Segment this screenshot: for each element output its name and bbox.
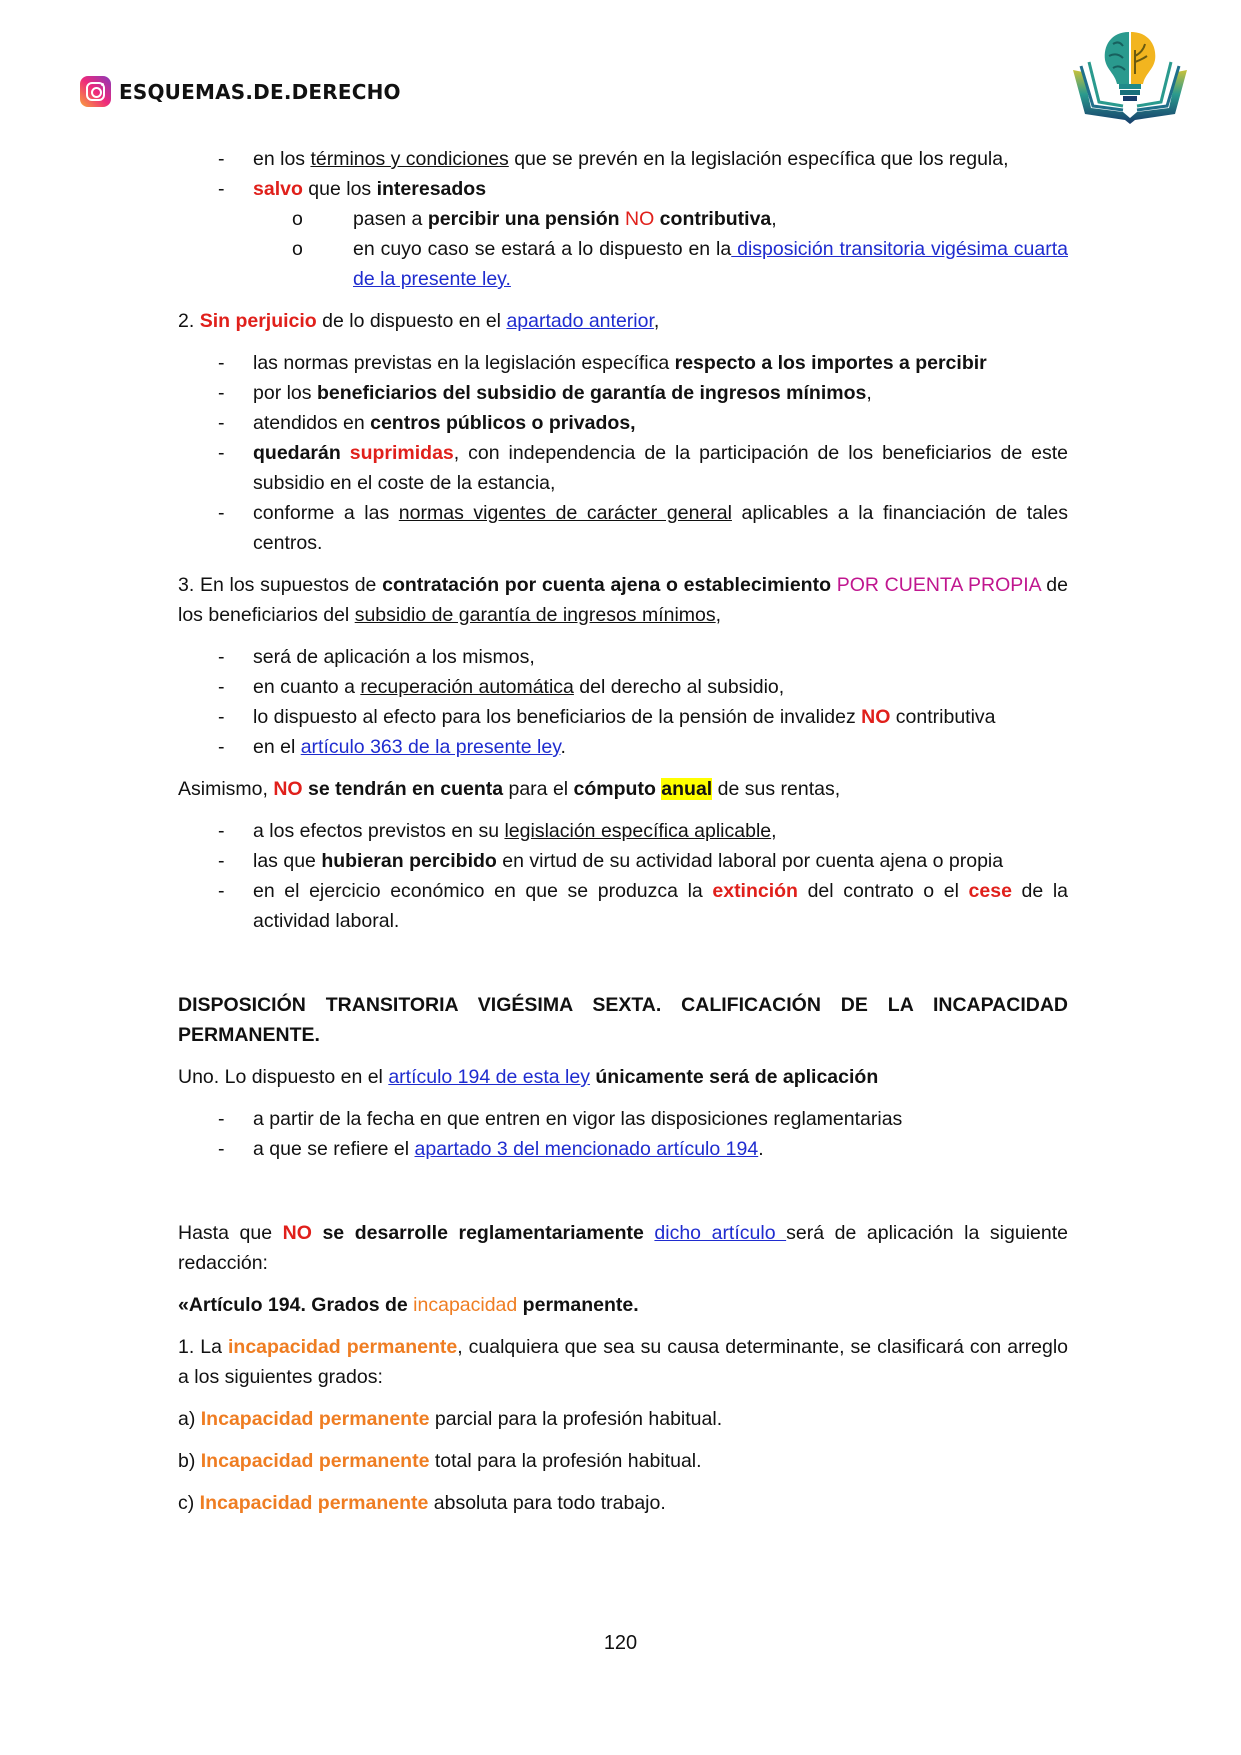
brand-header (80, 76, 401, 107)
emphasis-text: cómputo (573, 778, 662, 800)
emphasis-text: Incapacidad permanente (200, 1408, 430, 1430)
text-run: por los (253, 382, 317, 404)
text-run: las normas previstas en la legislación específica (253, 352, 675, 374)
emphasis-text: permanente. (517, 1294, 639, 1316)
emphasis-text: NO (273, 778, 303, 800)
emphasis-text: «Artículo 194. Grados de (178, 1294, 414, 1316)
item-text (253, 174, 1068, 204)
item-text (253, 702, 1068, 732)
paragraph (178, 1446, 1068, 1476)
bullet-item (178, 1134, 1068, 1164)
text-run: en el (253, 736, 301, 758)
sub-bullet-item (178, 234, 1068, 294)
text-run: absoluta para todo trabajo. (428, 1492, 666, 1514)
text-run: para el (503, 778, 574, 800)
legal-reference-link[interactable]: disposición transitoria vigésima cuarta de la presente ley. (353, 238, 1068, 290)
bullet-item (178, 438, 1068, 498)
bullet-item (178, 732, 1068, 762)
emphasis-text: términos y condiciones (310, 148, 509, 170)
text-run: lo dispuesto al efecto para los beneficiarios de la pensión de invalidez (253, 706, 862, 728)
circle-bullet-marker: o (292, 208, 303, 230)
emphasis-text: hubieran percibido (321, 850, 497, 872)
emphasis-text: Incapacidad permanente (200, 1450, 430, 1472)
text-run: b) (178, 1450, 201, 1472)
emphasis-text: normas vigentes de carácter general (398, 502, 732, 524)
emphasis-text: únicamente será de aplicación (595, 1066, 879, 1088)
text-run: , (653, 310, 660, 332)
paragraph (178, 306, 1068, 336)
dash-bullet-marker: - (218, 706, 225, 728)
text-run: total para la profesión habitual. (429, 1450, 702, 1472)
emphasis-text: beneficiarios del subsidio de garantía de ingresos mínimos (316, 382, 867, 404)
dash-bullet-marker: - (218, 646, 225, 668)
text-run: , cualquiera que sea su causa determinante, se clasificará con arreglo a los siguientes grados: (178, 1336, 1068, 1388)
text-run: Hasta que (178, 1222, 283, 1244)
item-text (253, 642, 1068, 672)
dash-bullet-marker: - (218, 676, 225, 698)
text-run: de lo dispuesto en el (316, 310, 507, 332)
paragraph (178, 1404, 1068, 1434)
dash-bullet-marker: - (218, 148, 225, 170)
dash-bullet-marker: - (218, 178, 225, 200)
text-run: 1. La (178, 1336, 228, 1358)
emphasis-text: se tendrán en cuenta (308, 778, 504, 800)
emphasis-text: recuperación automática (360, 676, 574, 698)
emphasis-text: contributiva (654, 208, 772, 230)
emphasis-text: interesados (376, 178, 487, 200)
page-number: 120 (603, 1632, 638, 1654)
item-text (253, 408, 1068, 438)
text-run: Uno. Lo dispuesto en el (178, 1066, 389, 1088)
emphasis-text: Incapacidad permanente (199, 1492, 429, 1514)
text-run: , (715, 604, 722, 626)
emphasis-text: Sin perjuicio (199, 310, 317, 332)
paragraph (178, 1332, 1068, 1392)
text-run: en los (253, 148, 311, 170)
item-text (253, 672, 1068, 702)
text-run: a que se refiere el (253, 1138, 415, 1160)
legal-reference-link[interactable]: dicho artículo (654, 1222, 787, 1244)
text-run: del contrato o el (797, 880, 969, 902)
text-run (644, 1222, 655, 1244)
item-text (353, 234, 1068, 294)
dash-bullet-marker: - (218, 736, 225, 758)
emphasis-text: respecto a los importes a percibir (674, 352, 987, 374)
emphasis-text: incapacidad permanente (227, 1336, 458, 1358)
brand-name: ESQUEMAS.DE.DERECHO (119, 79, 401, 104)
text-run: Asimismo, (178, 778, 274, 800)
paragraph (178, 1488, 1068, 1518)
item-text (253, 816, 1068, 846)
paragraph (178, 1062, 1068, 1092)
dash-bullet-marker: - (218, 442, 225, 464)
dash-bullet-marker: - (218, 382, 225, 404)
text-run: , con independencia de la participación de los beneficiarios de este subsidio en el coste de la estancia, (253, 442, 1069, 494)
paragraph (178, 570, 1068, 630)
bullet-item (178, 408, 1068, 438)
brain-lightbulb-book-logo (1065, 22, 1195, 126)
item-text (353, 204, 1068, 234)
bullet-item (178, 498, 1068, 558)
bullet-item (178, 348, 1068, 378)
item-text (253, 732, 1068, 762)
text-run: las que (253, 850, 322, 872)
dash-bullet-marker: - (218, 880, 225, 902)
text-run: DISPOSICIÓN TRANSITORIA VIGÉSIMA SEXTA. CALIFICACIÓN DE LA INCAPACIDAD PERMANENTE. (178, 994, 1068, 1046)
dash-bullet-marker: - (218, 850, 225, 872)
text-run: en cuyo caso se estará a lo dispuesto en la (353, 238, 732, 260)
dash-bullet-marker: - (218, 820, 225, 842)
dash-bullet-marker: - (218, 502, 225, 524)
emphasis-text: POR CUENTA PROPIA (836, 574, 1041, 596)
sub-bullet-item (178, 204, 1068, 234)
text-run: será de aplicación a los mismos, (253, 646, 535, 668)
emphasis-text: percibir una pensión (427, 208, 626, 230)
dash-bullet-marker: - (218, 352, 225, 374)
emphasis-text: legislación específica aplicable (504, 820, 772, 842)
text-run: que los (302, 178, 377, 200)
text-run: 2. (178, 310, 200, 332)
emphasis-text: cese (968, 880, 1012, 902)
bullet-item (178, 702, 1068, 732)
bullet-item (178, 876, 1068, 936)
emphasis-text: anual (661, 778, 713, 800)
text-run: , (771, 820, 777, 842)
item-text (253, 876, 1068, 936)
text-run: a los efectos previstos en su (253, 820, 505, 842)
paragraph (178, 774, 1068, 804)
text-run: pasen a (353, 208, 428, 230)
emphasis-text: incapacidad (413, 1294, 518, 1316)
legal-reference-link[interactable]: artículo 363 de la presente ley (300, 736, 561, 758)
text-run: será de aplicación la siguiente redacción: (178, 1222, 1068, 1274)
text-run: . (560, 736, 566, 758)
text-run: a partir de la fecha en que entren en vigor las disposiciones reglamentarias (253, 1108, 903, 1130)
text-run: conforme a las (253, 502, 399, 524)
text-run: del derecho al subsidio, (573, 676, 785, 698)
bullet-item (178, 174, 1068, 204)
emphasis-text: subsidio de garantía de ingresos mínimos (354, 604, 716, 626)
text-run: atendidos en (253, 412, 371, 434)
text-run: , (866, 382, 872, 404)
emphasis-text: quedarán (253, 442, 350, 464)
text-run: . (758, 1138, 764, 1160)
legal-reference-link[interactable]: artículo 194 de esta ley (388, 1066, 590, 1088)
paragraph (178, 1218, 1068, 1278)
instagram-icon[interactable] (80, 76, 111, 107)
text-run: parcial para la profesión habitual. (429, 1408, 723, 1430)
item-text (253, 498, 1068, 558)
item-text (253, 438, 1068, 498)
dash-bullet-marker: - (218, 1138, 225, 1160)
item-text (253, 348, 1068, 378)
item-text (253, 378, 1068, 408)
bullet-item (178, 378, 1068, 408)
emphasis-text: suprimidas (349, 442, 454, 464)
text-run: en cuanto a (253, 676, 361, 698)
text-run: a) (178, 1408, 201, 1430)
dash-bullet-marker: - (218, 412, 225, 434)
emphasis-text: extinción (712, 880, 798, 902)
emphasis-text: NO (282, 1222, 312, 1244)
text-run: c) (178, 1492, 200, 1514)
text-run: contributiva (890, 706, 996, 728)
text-run (312, 1222, 323, 1244)
emphasis-text: se desarrolle reglamentariamente (322, 1222, 644, 1244)
item-text (253, 1134, 1068, 1164)
item-text (253, 846, 1068, 876)
emphasis-text: NO (861, 706, 891, 728)
text-run: de sus rentas, (712, 778, 841, 800)
item-text (253, 144, 1068, 174)
text-run: aplicables a la financiación de tales centros. (253, 502, 1068, 554)
text-run: en virtud de su actividad laboral por cuenta ajena o propia (496, 850, 1004, 872)
text-run: de los beneficiarios del (178, 574, 1068, 626)
dash-bullet-marker: - (218, 1108, 225, 1130)
document-body (178, 144, 1068, 1518)
emphasis-text: salvo (253, 178, 303, 200)
emphasis-text: NO (625, 208, 655, 230)
item-text (253, 1104, 1068, 1134)
text-run: de la actividad laboral. (253, 880, 1069, 932)
text-run: en el ejercicio económico en que se produzca la (253, 880, 713, 902)
emphasis-text: centros públicos o privados, (370, 412, 636, 434)
legal-reference-link[interactable]: apartado 3 del mencionado artículo 194 (414, 1138, 759, 1160)
circle-bullet-marker: o (292, 238, 303, 260)
text-run: 3. En los supuestos de (178, 574, 383, 596)
bullet-item (178, 144, 1068, 174)
section-heading (178, 990, 1068, 1050)
bullet-item (178, 846, 1068, 876)
text-run: , (771, 208, 777, 230)
bullet-item (178, 672, 1068, 702)
bullet-item (178, 642, 1068, 672)
paragraph (178, 1290, 1068, 1320)
emphasis-text: contratación por cuenta ajena o establecimiento (382, 574, 837, 596)
text-run: que se prevén en la legislación específica que los regula, (508, 148, 1009, 170)
bullet-item (178, 816, 1068, 846)
bullet-item (178, 1104, 1068, 1134)
legal-reference-link[interactable]: apartado anterior (506, 310, 654, 332)
